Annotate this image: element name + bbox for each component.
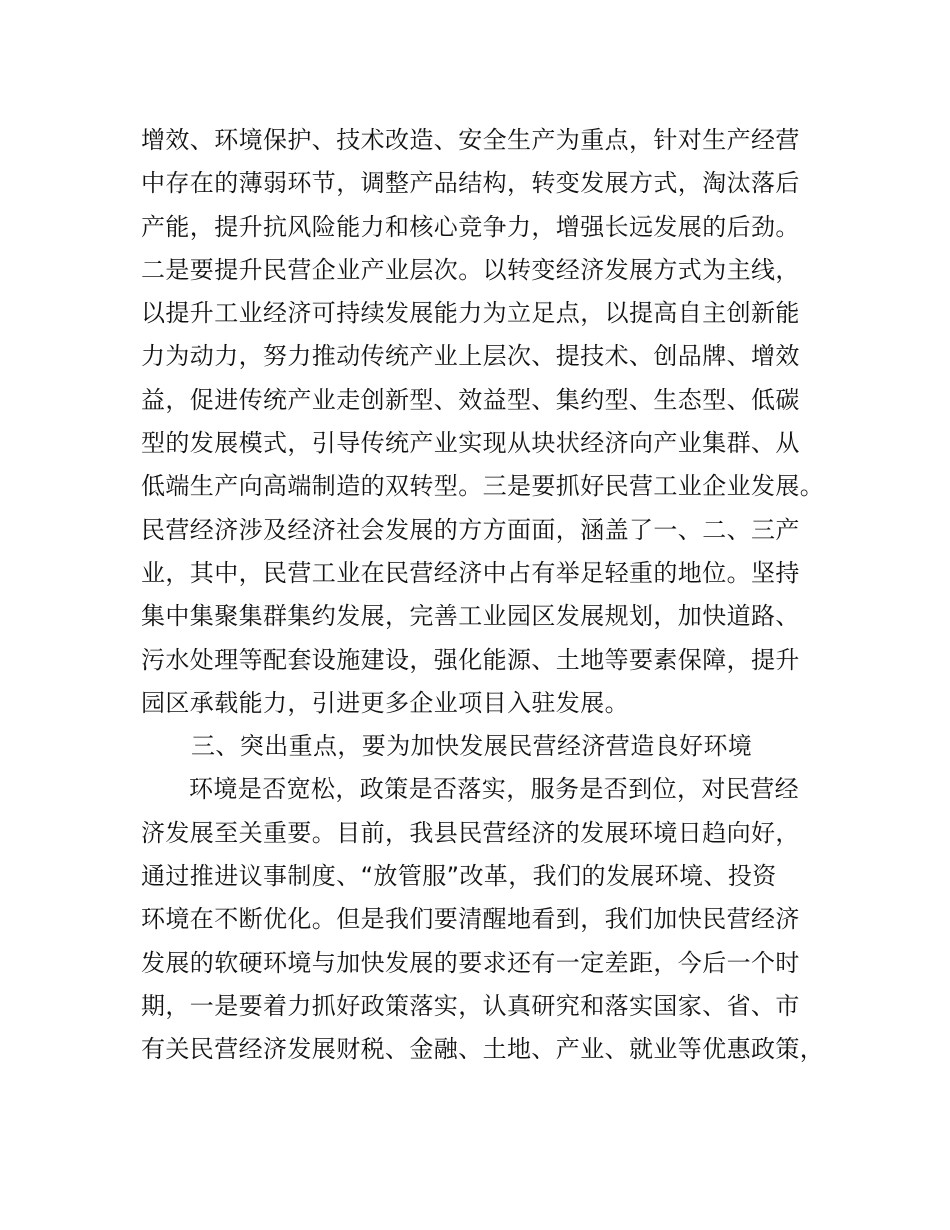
text-line: 发展的软硬环境与加快发展的要求还有一定差距，今后一个时 xyxy=(141,948,800,977)
text-line: 业，其中，民营工业在民营经济中占有举足轻重的地位。坚持 xyxy=(141,558,800,587)
text-line: 通过推进议事制度、“放管服”改革，我们的发展环境、投资 xyxy=(141,862,777,891)
text-line: 增效、环境保护、技术改造、安全生产为重点，针对生产经营 xyxy=(141,126,800,154)
text-line: 力为动力，努力推动传统产业上层次、提技术、创品牌、增效 xyxy=(141,342,800,371)
text-line: 二是要提升民营企业产业层次。以转变经济发展方式为主线， xyxy=(141,255,800,284)
text-line: 以提升工业经济可持续发展能力为立足点，以提高自主创新能 xyxy=(141,299,800,328)
text-line: 园区承载能力，引进更多企业项目入驻发展。 xyxy=(141,688,629,717)
text-line: 集中集聚集群集约发展，完善工业园区发展规划，加快道路、 xyxy=(141,602,800,631)
text-line: 中存在的薄弱环节，调整产品结构，转变发展方式，淘汰落后 xyxy=(141,169,800,198)
document-body xyxy=(141,119,841,1072)
section-heading: 三、突出重点，要为加快发展民营经济营造良好环境 xyxy=(191,732,753,761)
text-line: 污水处理等配套设施建设，强化能源、土地等要素保障，提升 xyxy=(141,645,800,674)
text-line: 环境是否宽松，政策是否落实，服务是否到位，对民营经 xyxy=(189,775,799,804)
text-line: 有关民营经济发展财税、金融、土地、产业、就业等优惠政策， xyxy=(141,1035,825,1064)
text-line: 产能，提升抗风险能力和核心竞争力，增强长远发展的后劲。 xyxy=(141,212,800,241)
text-line: 型的发展模式，引导传统产业实现从块状经济向产业集群、从 xyxy=(141,429,800,458)
text-line: 低端生产向高端制造的双转型。三是要抓好民营工业企业发展。 xyxy=(141,472,825,501)
text-line: 环境在不断优化。但是我们要清醒地看到，我们加快民营经济 xyxy=(141,905,800,934)
text-line: 益，促进传统产业走创新型、效益型、集约型、生态型、低碳 xyxy=(141,385,800,414)
text-line: 民营经济涉及经济社会发展的方方面面，涵盖了一、二、三产 xyxy=(141,515,800,544)
text-line: 济发展至关重要。目前，我县民营经济的发展环境日趋向好， xyxy=(141,818,800,847)
text-line: 期，一是要着力抓好政策落实，认真研究和落实国家、省、市 xyxy=(141,991,800,1020)
